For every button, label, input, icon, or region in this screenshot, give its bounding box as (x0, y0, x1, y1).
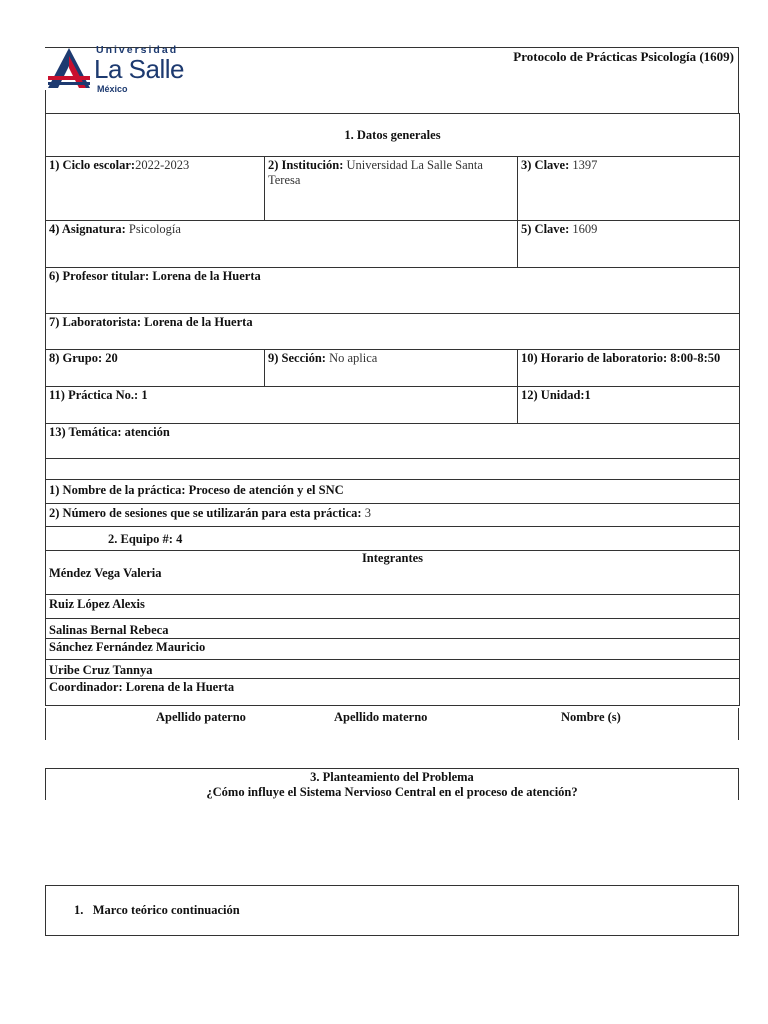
field-institucion: 2) Institución: Universidad La Salle Santa Teresa (265, 157, 518, 221)
general-data-table (45, 113, 740, 706)
field-coordinador: Coordinador: Lorena de la Huerta (46, 679, 740, 706)
field-horario: 10) Horario de laboratorio: 8:00-8:50 (518, 350, 740, 387)
field-equipo: 2. Equipo #: 4 (46, 527, 740, 551)
university-logo (46, 44, 188, 92)
member-row: Uribe Cruz Tannya (46, 660, 740, 679)
field-ciclo: 1) Ciclo escolar:2022-2023 (46, 157, 265, 221)
logo-line-country: México (97, 84, 128, 92)
document-title: Protocolo de Prácticas Psicología (1609) (513, 49, 734, 64)
problem-statement-box (45, 768, 739, 800)
logo-line-university: Universidad (96, 44, 179, 56)
member-row: Ruiz López Alexis (46, 595, 740, 619)
field-practica-no: 11) Práctica No.: 1 (46, 387, 518, 424)
problem-question: ¿Cómo influye el Sistema Nervioso Central en el proceso de atención? (206, 785, 578, 799)
field-tematica: 13) Temática: atención (46, 424, 740, 459)
label-apellido-paterno: Apellido paterno (156, 710, 246, 724)
logo-line-name: La Salle (94, 54, 184, 84)
theory-box (45, 885, 739, 936)
field-nombre-practica: 1) Nombre de la práctica: Proceso de atención y el SNC (46, 480, 740, 504)
member-row: Salinas Bernal Rebeca (46, 619, 740, 639)
section-title-problem: 3. Planteamiento del Problema (310, 770, 474, 784)
field-asignatura: 4) Asignatura: Psicología (46, 221, 518, 268)
theory-heading: 1. Marco teórico continuación (74, 903, 240, 917)
section-title-general: 1. Datos generales (344, 128, 441, 142)
field-laboratorista: 7) Laboratorista: Lorena de la Huerta (46, 314, 740, 350)
label-apellido-materno: Apellido materno (334, 710, 428, 724)
member-name: Méndez Vega Valeria (49, 566, 162, 580)
la-salle-logo-icon (46, 46, 92, 92)
field-seccion: 9) Sección: No aplica (265, 350, 518, 387)
field-sesiones: 2) Número de sesiones que se utilizarán para esta práctica: 3 (46, 504, 740, 527)
label-nombre: Nombre (s) (561, 710, 621, 724)
header-left-border (45, 90, 46, 114)
field-grupo: 8) Grupo: 20 (46, 350, 265, 387)
member-row: Sánchez Fernández Mauricio (46, 639, 740, 660)
members-block (46, 551, 740, 595)
field-unidad: 12) Unidad:1 (518, 387, 740, 424)
integrantes-title: Integrantes (361, 551, 424, 565)
blank-row (46, 459, 740, 480)
field-clave-2: 5) Clave: 1609 (518, 221, 740, 268)
field-clave-1: 3) Clave: 1397 (518, 157, 740, 221)
field-profesor: 6) Profesor titular: Lorena de la Huerta (46, 268, 740, 314)
